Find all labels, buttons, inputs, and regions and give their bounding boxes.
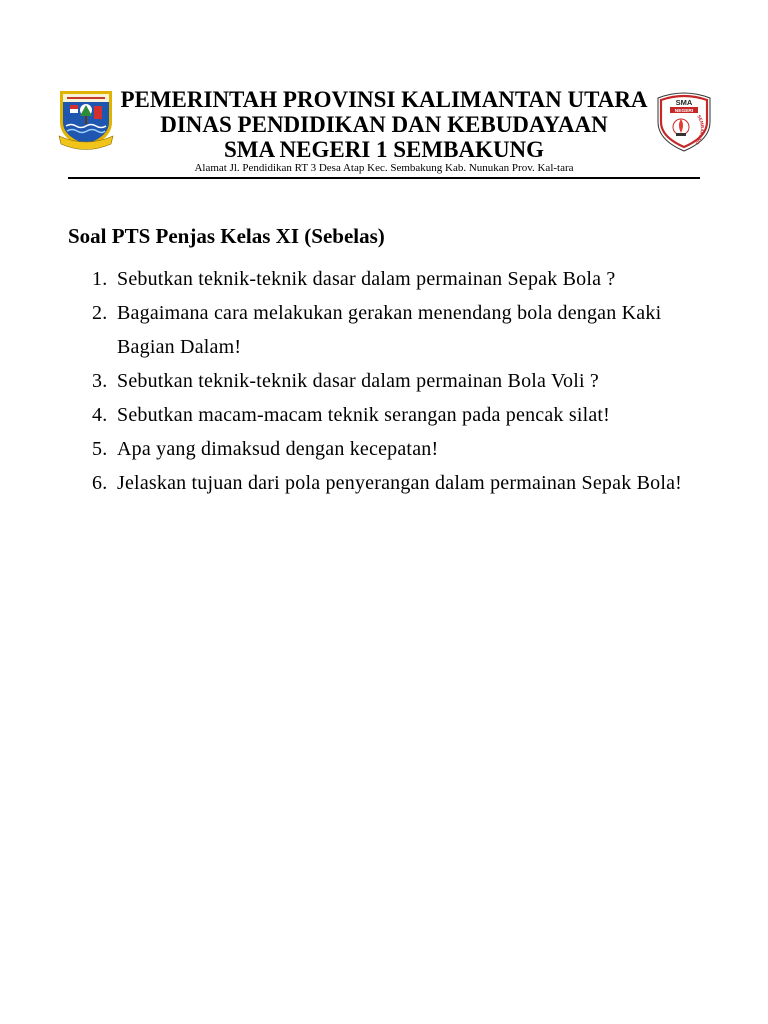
- question-text-continued: Bagian Dalam!: [117, 336, 242, 358]
- question-text: Apa yang dimaksud dengan kecepatan!: [117, 438, 439, 460]
- question-number: 6.: [92, 472, 108, 494]
- question-list: [68, 262, 708, 500]
- question-item: [68, 432, 708, 466]
- letterhead-divider: [68, 177, 700, 179]
- question-number: 2.: [92, 302, 108, 324]
- question-text: Sebutkan teknik-teknik dasar dalam permainan Sepak Bola ?: [117, 268, 616, 290]
- school-emblem-sembakung-path: SEMBAKUNG: [694, 113, 705, 146]
- question-item: [68, 262, 708, 296]
- question-item: [68, 466, 708, 500]
- letterhead-department: DINAS PENDIDIKAN DAN KEBUDAYAAN: [160, 112, 608, 137]
- question-number: 5.: [92, 438, 108, 460]
- school-emblem-icon: [653, 89, 715, 153]
- question-item: [68, 296, 708, 364]
- question-text: Sebutkan macam-macam teknik serangan pada pencak silat!: [117, 404, 611, 426]
- question-number: 3.: [92, 370, 108, 392]
- question-text: Bagaimana cara melakukan gerakan menendang bola dengan Kaki: [117, 302, 662, 324]
- question-number: 4.: [92, 404, 108, 426]
- school-emblem-negeri: NEGERI: [674, 108, 694, 114]
- school-emblem-base: [676, 133, 686, 136]
- school-emblem-sma: SMA: [675, 98, 693, 107]
- letterhead-school: SMA NEGERI 1 SEMBAKUNG: [223, 137, 545, 162]
- question-item: [68, 364, 708, 398]
- letterhead-government: PEMERINTAH PROVINSI KALIMANTAN UTARA: [120, 87, 648, 112]
- question-item: [68, 398, 708, 432]
- question-text: Jelaskan tujuan dari pola penyerangan dalam permainan Sepak Bola!: [117, 472, 683, 494]
- question-number: 1.: [92, 268, 108, 290]
- page-title: Soal PTS Penjas Kelas XI (Sebelas): [68, 224, 385, 248]
- letterhead-address: Alamat Jl. Pendidikan RT 3 Desa Atap Kec. Sembakung Kab. Nunukan Prov. Kal-tara: [194, 162, 574, 174]
- question-text: Sebutkan teknik-teknik dasar dalam permainan Bola Voli ?: [117, 370, 600, 392]
